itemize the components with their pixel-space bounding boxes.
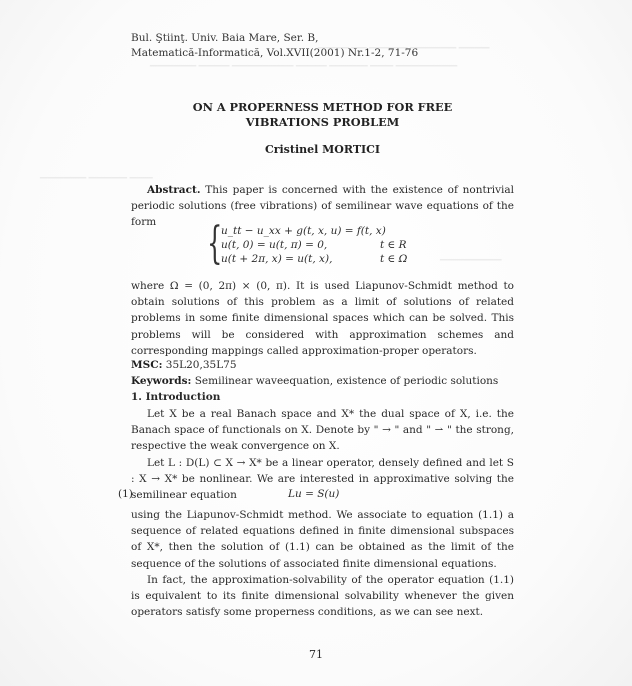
paper-title bbox=[131, 100, 514, 130]
system-cond-3: t ∈ Ω bbox=[380, 253, 408, 265]
main-equation: Lu = S(u) bbox=[288, 488, 340, 500]
page-number: 71 bbox=[309, 648, 323, 661]
system-eq-1: u_tt − u_xx + g(t, x, u) = f(t, x) bbox=[221, 225, 386, 237]
show-through-text: ▁▁▁▁▁▁ ▁▁▁▁▁ ▁▁▁ bbox=[40, 168, 153, 179]
title-line-2: VIBRATIONS PROBLEM bbox=[245, 115, 400, 129]
intro-para-4: In fact, the approximation-solvability of the operator equation (1.1) is equivalent to its finite dimensional solvability whenever the given operators satisfy some properness conditions, as we can see next. bbox=[131, 573, 514, 619]
intro-para-1: Let X be a real Banach space and X* the dual space of X, i.e. the Banach space of functionals on X. Denote by " → " and " ⇀ " the strong, respective the weak convergence on X. bbox=[131, 408, 514, 453]
show-through-text: ▁▁▁▁ ▁▁ ▁▁▁▁▁ ▁▁▁▁▁▁ ▁▁▁▁ bbox=[318, 38, 490, 49]
left-brace: { bbox=[207, 218, 223, 269]
abstract-body: where Ω = (0, 2π) × (0, π). It is used Liapunov-Schmidt method to obtain solutions of this problem as a limit of solutions of related problems in some finite dimensional spaces which can be solved. This problems will be considered with approximation schemes and corresponding mappings called approximation-proper operators. bbox=[131, 280, 514, 357]
equation-number: (1) bbox=[118, 488, 133, 500]
journal-line-1: Bul. Ştiinţ. Univ. Baia Mare, Ser. B, bbox=[131, 32, 319, 44]
show-through-text: ▁▁▁▁▁▁ ▁▁▁▁ ▁▁▁▁▁▁▁▁ ▁▁▁▁ ▁▁▁▁▁ ▁▁▁ ▁▁▁▁▁▁▁▁ bbox=[150, 56, 458, 67]
intro-para-3: using the Liapunov-Schmidt method. We associate to equation (1.1) a sequence of related equations defined in finite dimensional subspaces of X*, then the solution of (1.1) can be obtained as the limit of the sequence of the solutions of associated finite dimensional equations. bbox=[131, 509, 514, 570]
author-name: Cristinel MORTICI bbox=[264, 143, 381, 156]
keywords-label: Keywords: bbox=[131, 375, 192, 388]
intro-para-2: Let L : D(L) ⊂ X → X* be a linear operator, densely defined and let S : X → X* be nonlinear. We are interested in approximative solving the semilinear equation bbox=[131, 456, 514, 502]
title-line-1: ON A PROPERNESS METHOD FOR FREE bbox=[192, 100, 453, 114]
msc-value: 35L20,35L75 bbox=[165, 359, 237, 371]
intro-paragraphs-2 bbox=[131, 507, 514, 620]
abstract-intro: This paper is concerned with the existence of nontrivial periodic solutions (free vibrations) of semilinear wave equations of the form bbox=[131, 184, 514, 229]
system-cond-2: t ∈ R bbox=[380, 239, 407, 251]
msc-label: MSC: bbox=[131, 359, 163, 371]
abstract-body-block bbox=[131, 278, 514, 359]
system-eq-2: u(t, 0) = u(t, π) = 0, bbox=[221, 239, 328, 251]
equation-system bbox=[207, 218, 507, 269]
metadata-block bbox=[131, 357, 514, 406]
abstract-label: Abstract. bbox=[147, 184, 201, 196]
journal-header bbox=[131, 31, 418, 61]
keywords-value: Semilinear waveequation, existence of periodic solutions bbox=[194, 375, 499, 388]
journal-line-2: Matematică-Informatică, Vol.XVII(2001) Nr.1-2, 71-76 bbox=[131, 47, 419, 59]
abstract-intro-block bbox=[131, 182, 514, 231]
show-through-text: ▁▁▁▁▁▁▁▁ bbox=[440, 250, 502, 261]
system-eq-3: u(t + 2π, x) = u(t, x), bbox=[221, 253, 333, 265]
section-heading: 1. Introduction bbox=[131, 391, 221, 404]
